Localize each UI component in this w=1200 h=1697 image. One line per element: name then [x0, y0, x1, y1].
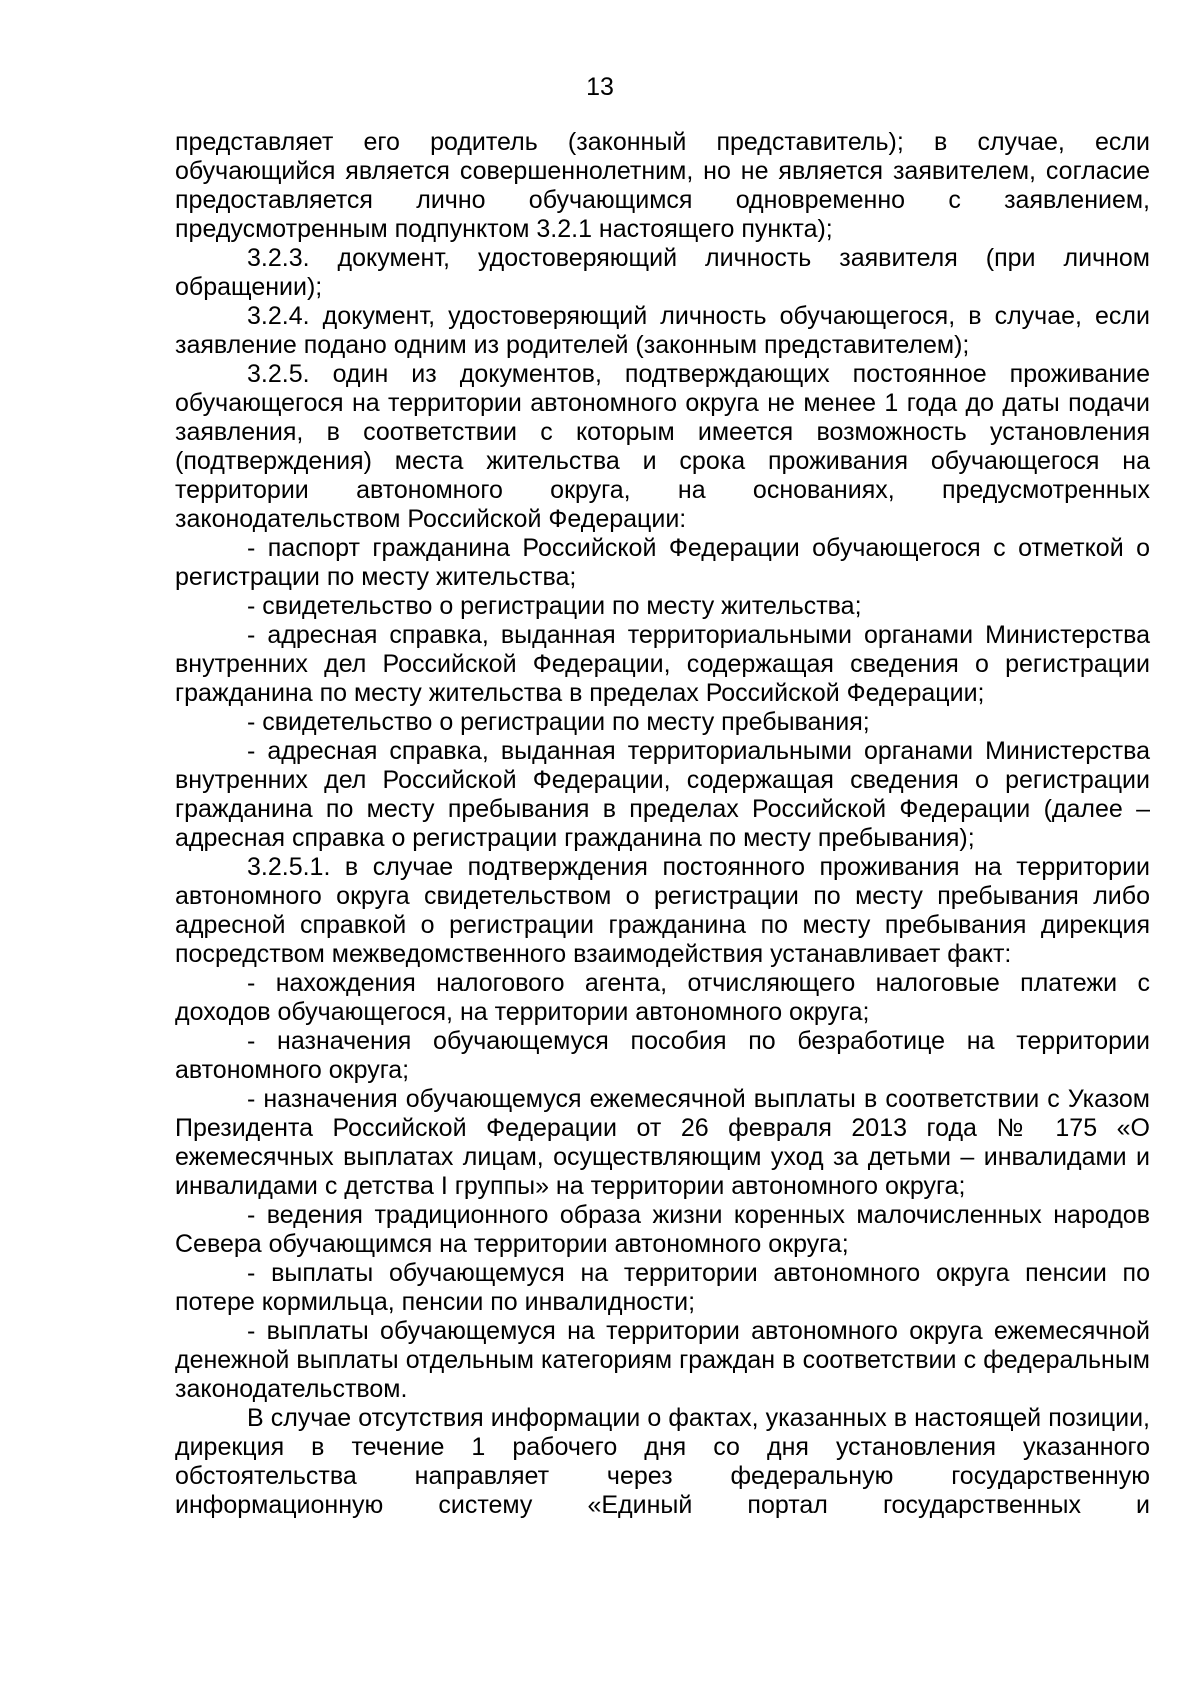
list-item-pension: - выплаты обучающемуся на территории автономного округа пенсии по потере кормильца, пенсии по инвалидности; — [175, 1259, 1150, 1316]
list-item-tax-agent: - нахождения налогового агента, отчисляющего налоговые платежи с доходов обучающегося, на территории автономного округа; — [175, 969, 1150, 1026]
list-item-residence-address-reference: - адресная справка, выданная территориальными органами Министерства внутренних дел Российской Федерации, содержащая сведения о регистрации гражданина по месту жительства в пределах Российской Федерации; — [175, 621, 1150, 707]
list-item-residence-certificate: - свидетельство о регистрации по месту жительства; — [247, 592, 862, 620]
list-item-unemployment-benefit: - назначения обучающемуся пособия по безработице на территории автономного округа; — [175, 1027, 1150, 1084]
list-item-stay-certificate: - свидетельство о регистрации по месту пребывания; — [247, 708, 870, 736]
paragraph-missing-information: В случае отсутствия информации о фактах, указанных в настоящей позиции, дирекция в течение 1 рабочего дня со дня установления указанного обстоятельства направляет через федеральную государственную информационную систему «Единый портал государственных и — [175, 1404, 1150, 1519]
page-number: 13 — [586, 73, 614, 101]
paragraph-3-2-4: 3.2.4. документ, удостоверяющий личность обучающегося, в случае, если заявление подано одним из родителей (законным представителем); — [175, 302, 1150, 359]
list-item-monthly-cash-payment: - выплаты обучающемуся на территории автономного округа ежемесячной денежной выплаты отдельным категориям граждан в соответствии с федеральным законодательством. — [175, 1317, 1150, 1403]
paragraph-3-2-3: 3.2.3. документ, удостоверяющий личность заявителя (при личном обращении); — [175, 244, 1150, 301]
paragraph-continuation: представляет его родитель (законный представитель); в случае, если обучающийся является совершеннолетним, но не является заявителем, согласие предоставляется лично обучающимся одновременно с заявлением, предусмотренным подпунктом 3.2.1 настоящего пункта); — [175, 128, 1150, 243]
paragraph-3-2-5: 3.2.5. один из документов, подтверждающих постоянное проживание обучающегося на территории автономного округа не менее 1 года до даты подачи заявления, в соответствии с которым имеется возможность установления (подтверждения) места жительства и срока проживания обучающегося на территории автономного округа, на основаниях, предусмотренных законодательством Российской Федерации: — [175, 360, 1150, 533]
list-item-passport: - паспорт гражданина Российской Федерации обучающегося с отметкой о регистрации по месту жительства; — [175, 534, 1150, 591]
list-item-monthly-payment: - назначения обучающемуся ежемесячной выплаты в соответствии с Указом Президента Российской Федерации от 26 февраля 2013 года № 175 «О ежемесячных выплатах лицам, осуществляющим уход за детьми – инвалидами и инвалидами с детства I группы» на территории автономного округа; — [175, 1085, 1150, 1200]
list-item-stay-address-reference: - адресная справка, выданная территориальными органами Министерства внутренних дел Российской Федерации, содержащая сведения о регистрации гражданина по месту пребывания в пределах Российской Федерации (далее – адресная справка о регистрации гражданина по месту пребывания); — [175, 737, 1150, 852]
paragraph-3-2-5-1: 3.2.5.1. в случае подтверждения постоянного проживания на территории автономного округа свидетельством о регистрации по месту пребывания либо адресной справкой о регистрации гражданина по месту пребывания дирекция посредством межведомственного взаимодействия устанавливает факт: — [175, 853, 1150, 968]
document-body — [175, 128, 1150, 1520]
list-item-traditional-lifestyle: - ведения традиционного образа жизни коренных малочисленных народов Севера обучающимся на территории автономного округа; — [175, 1201, 1150, 1258]
